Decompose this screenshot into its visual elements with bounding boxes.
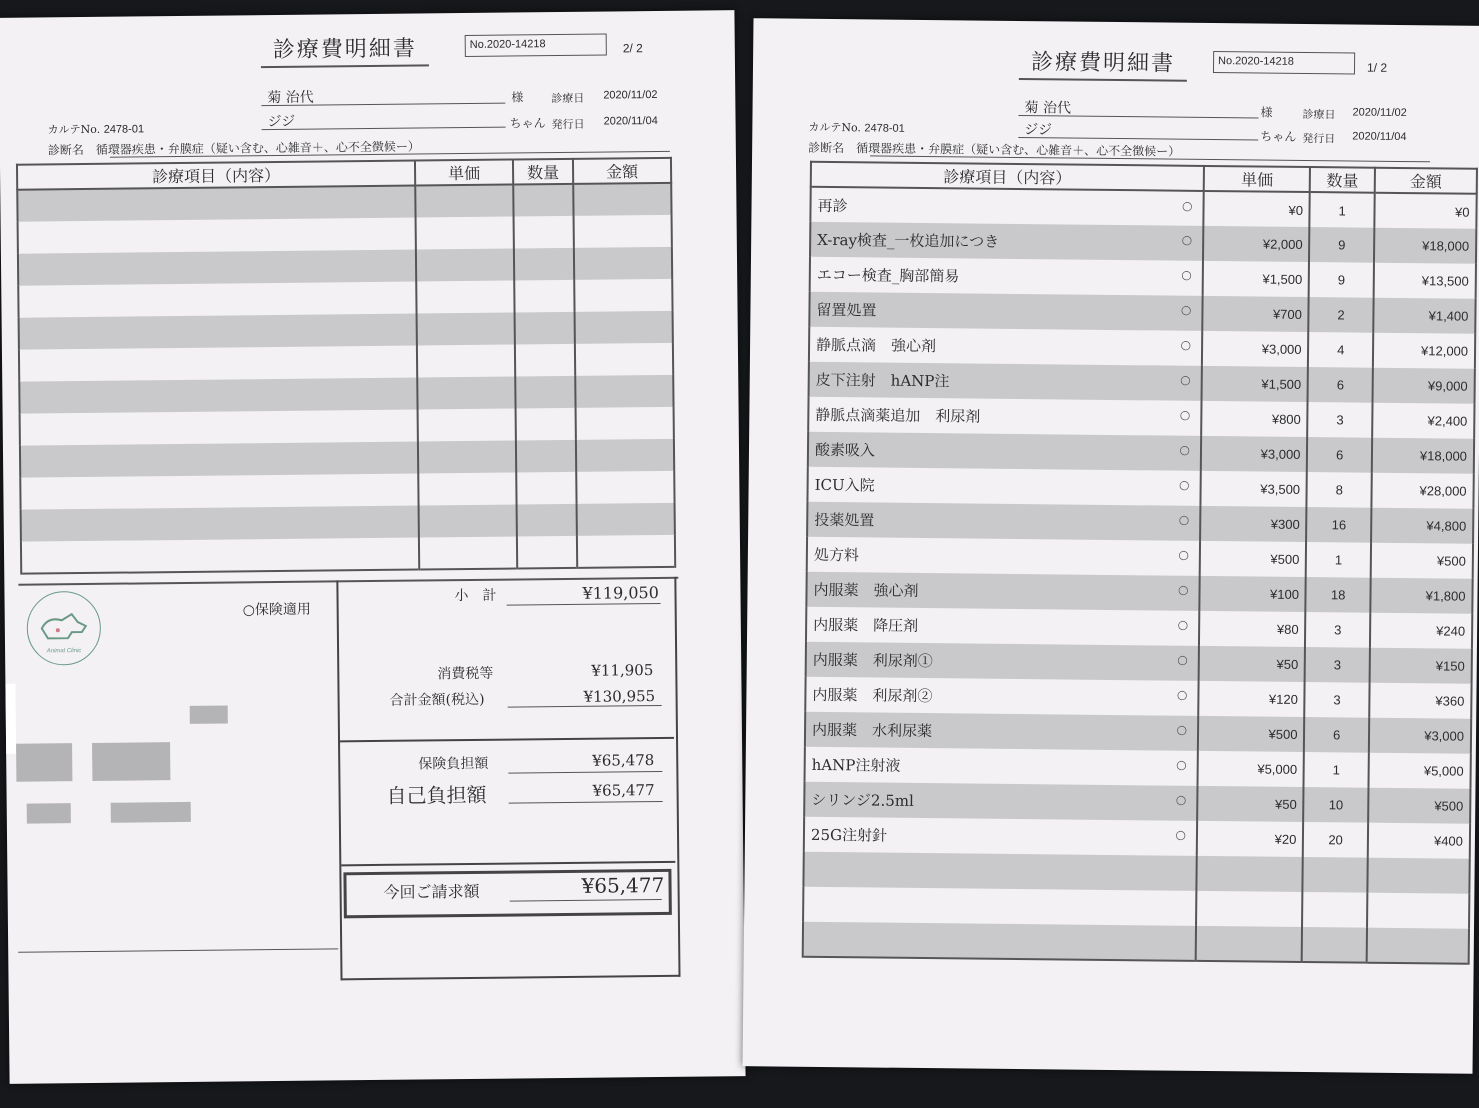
pet-name: ジジ bbox=[267, 113, 296, 131]
item-unit-price: ¥120 bbox=[1198, 681, 1305, 717]
item-name-text: 内服薬 利尿剤② bbox=[812, 685, 933, 706]
item-qty: 3 bbox=[1305, 647, 1370, 683]
col-amount: 金額 bbox=[1375, 168, 1477, 194]
item-amount: ¥18,000 bbox=[1372, 438, 1475, 474]
insurance-circle: ○ bbox=[1180, 372, 1191, 387]
item-amount: ¥1,800 bbox=[1370, 578, 1473, 614]
visit-date-label: 診療日 bbox=[1302, 107, 1336, 122]
item-amount: ¥12,000 bbox=[1373, 333, 1476, 369]
insurance-circle: ○ bbox=[1179, 407, 1191, 422]
col-amount: 金額 bbox=[573, 158, 671, 184]
document-title: 診療費明細書 bbox=[1019, 45, 1187, 82]
item-name-text: 再診 bbox=[817, 196, 848, 215]
insurance-circle: ○ bbox=[1180, 337, 1192, 352]
insurance-circle: ○ bbox=[1178, 547, 1189, 562]
owner-name: 菊 治代 bbox=[1024, 100, 1072, 117]
item-qty: 1 bbox=[1310, 192, 1375, 228]
items-table-empty bbox=[16, 157, 676, 575]
visit-date: 2020/11/02 bbox=[1352, 106, 1407, 120]
self-pay-value: ¥65,477 bbox=[592, 781, 655, 800]
issue-date-label: 発行日 bbox=[551, 117, 585, 132]
self-pay-label: 自己負担額 bbox=[386, 782, 487, 808]
insurance-circle: ○ bbox=[1176, 722, 1188, 737]
item-unit-price: ¥50 bbox=[1197, 786, 1304, 822]
redacted-block bbox=[190, 706, 228, 724]
items-table bbox=[802, 161, 1478, 965]
insurance-circle: ○ bbox=[1181, 198, 1193, 213]
item-amount: ¥13,500 bbox=[1373, 263, 1476, 299]
item-qty: 20 bbox=[1303, 822, 1368, 858]
insurance-label: 保険負担額 bbox=[418, 755, 489, 773]
invoice-page-2 bbox=[0, 10, 746, 1084]
redacted-block bbox=[111, 802, 191, 823]
item-name bbox=[810, 222, 1203, 261]
diagnosis-text: 循環器疾患・弁膜症（疑い含む、心雑音＋、心不全徴候ー） bbox=[856, 141, 1181, 159]
col-item: 診療項目（内容） bbox=[17, 161, 415, 190]
item-name-text: 内服薬 利尿剤① bbox=[812, 650, 933, 671]
item-name bbox=[807, 467, 1200, 506]
item-qty: 1 bbox=[1306, 542, 1371, 578]
chart-label: カルテNo. bbox=[47, 122, 101, 137]
item-name-text: ICU入院 bbox=[814, 475, 875, 495]
issue-date: 2020/11/04 bbox=[1352, 130, 1407, 144]
item-name bbox=[810, 187, 1203, 226]
item-name-text: 酸素吸入 bbox=[814, 440, 876, 460]
diagnosis-label: 診断名 bbox=[47, 142, 84, 158]
insurance-circle: ○ bbox=[1177, 617, 1189, 632]
item-name-text: 内服薬 水利尿薬 bbox=[811, 720, 933, 741]
subtotal-label: 小 計 bbox=[454, 587, 497, 605]
insurance-circle: ○ bbox=[1175, 792, 1187, 807]
item-unit-price: ¥50 bbox=[1199, 646, 1306, 682]
owner-name: 菊 治代 bbox=[267, 89, 314, 107]
subtotal-value: ¥119,050 bbox=[582, 582, 659, 603]
owner-suffix: 様 bbox=[511, 90, 524, 105]
issue-date-label: 発行日 bbox=[1302, 131, 1336, 146]
visit-date-label: 診療日 bbox=[551, 91, 585, 106]
item-qty: 1 bbox=[1304, 752, 1369, 788]
item-name bbox=[805, 747, 1198, 786]
item-name bbox=[807, 502, 1200, 541]
item-name bbox=[809, 362, 1202, 401]
item-qty: 4 bbox=[1308, 332, 1373, 368]
total-value: ¥130,955 bbox=[583, 687, 656, 706]
invoice-page-1 bbox=[743, 18, 1479, 1074]
tax-value: ¥11,905 bbox=[591, 661, 654, 680]
item-name bbox=[804, 817, 1197, 856]
document-title: 診療費明細書 bbox=[261, 31, 429, 68]
item-name bbox=[809, 327, 1202, 366]
item-qty: 9 bbox=[1309, 227, 1374, 263]
pet-underline bbox=[1018, 137, 1258, 141]
insurance-circle: ○ bbox=[1179, 442, 1191, 457]
item-unit-price: ¥5,000 bbox=[1197, 751, 1304, 787]
clinic-logo-text: Animal Clinic bbox=[46, 648, 82, 655]
insurance-circle: ○ bbox=[1176, 687, 1188, 702]
item-name-text: シリンジ2.5ml bbox=[811, 790, 914, 810]
insurance-circle: ○ bbox=[1175, 827, 1186, 842]
item-qty: 8 bbox=[1307, 472, 1372, 508]
item-amount: ¥5,000 bbox=[1368, 753, 1471, 789]
item-name-text: X-ray検査_一枚追加につき bbox=[817, 230, 1000, 251]
diagnosis-label: 診断名 bbox=[808, 140, 845, 156]
pet-name: ジジ bbox=[1024, 122, 1053, 139]
item-name bbox=[806, 572, 1199, 611]
item-name bbox=[805, 677, 1198, 716]
item-name-text: hANP注射液 bbox=[811, 755, 901, 775]
item-unit-price: ¥3,000 bbox=[1202, 331, 1309, 367]
item-qty: 18 bbox=[1306, 577, 1371, 613]
item-qty: 3 bbox=[1305, 612, 1370, 648]
col-unit-price: 単価 bbox=[415, 160, 513, 186]
item-unit-price: ¥700 bbox=[1202, 296, 1309, 332]
item-qty: 3 bbox=[1308, 402, 1373, 438]
item-name bbox=[810, 257, 1203, 296]
insurance-circle: ○ bbox=[1179, 477, 1190, 492]
item-amount: ¥500 bbox=[1371, 543, 1474, 579]
item-unit-price: ¥80 bbox=[1199, 611, 1306, 647]
page-number: 2/ 2 bbox=[622, 41, 643, 56]
redacted-block bbox=[16, 743, 72, 782]
item-qty: 6 bbox=[1307, 437, 1372, 473]
item-name-text: 静脈点滴薬追加 利尿剤 bbox=[815, 405, 981, 426]
insurance-circle: ○ bbox=[1177, 652, 1188, 667]
chart-number: 2478-01 bbox=[864, 122, 905, 135]
item-amount: ¥0 bbox=[1374, 193, 1477, 229]
item-name-text: 内服薬 強心剤 bbox=[813, 580, 919, 600]
redacted-block bbox=[27, 803, 71, 823]
page-number: 1/ 2 bbox=[1366, 60, 1388, 75]
item-unit-price: ¥2,000 bbox=[1203, 226, 1310, 262]
item-unit-price: ¥800 bbox=[1201, 401, 1308, 437]
item-unit-price: ¥1,500 bbox=[1201, 366, 1308, 402]
insurance-mark: ○保険適用 bbox=[242, 601, 311, 619]
item-name-text: 25G注射針 bbox=[810, 825, 888, 845]
item-qty: 3 bbox=[1305, 682, 1370, 718]
item-unit-price: ¥300 bbox=[1200, 506, 1307, 542]
item-unit-price: ¥3,000 bbox=[1201, 436, 1308, 472]
item-qty: 6 bbox=[1308, 367, 1373, 403]
visit-date: 2020/11/02 bbox=[603, 88, 658, 102]
insurance-circle: ○ bbox=[1180, 302, 1192, 317]
item-name bbox=[809, 292, 1202, 331]
item-name-text: 静脈点滴 強心剤 bbox=[815, 335, 937, 356]
empty-row bbox=[21, 535, 675, 574]
clinic-logo bbox=[26, 591, 101, 666]
pet-suffix: ちゃん bbox=[1260, 129, 1297, 144]
insurance-circle: ○ bbox=[1181, 232, 1193, 247]
signature-line bbox=[18, 948, 338, 952]
document-number: No.2020-14218 bbox=[465, 34, 607, 57]
item-amount: ¥1,400 bbox=[1373, 298, 1476, 334]
item-name bbox=[808, 397, 1201, 436]
empty-row bbox=[803, 922, 1469, 964]
owner-suffix: 様 bbox=[1260, 105, 1273, 120]
redacted-block bbox=[5, 684, 16, 754]
insurance-circle: ○ bbox=[1181, 267, 1192, 282]
item-name-text: 処方料 bbox=[813, 545, 859, 565]
col-unit-price: 単価 bbox=[1204, 166, 1311, 192]
billed-label: 今回ご請求額 bbox=[383, 881, 480, 902]
tax-label: 消費税等 bbox=[437, 665, 494, 683]
item-unit-price: ¥1,500 bbox=[1203, 261, 1310, 297]
item-unit-price: ¥500 bbox=[1200, 541, 1307, 577]
redacted-block bbox=[92, 742, 170, 781]
chart-number: 2478-01 bbox=[103, 123, 145, 136]
item-name bbox=[807, 537, 1200, 576]
item-amount: ¥400 bbox=[1368, 823, 1471, 859]
item-amount: ¥2,400 bbox=[1372, 403, 1475, 439]
item-qty: 6 bbox=[1304, 717, 1369, 753]
item-qty: 16 bbox=[1307, 507, 1372, 543]
item-unit-price: ¥20 bbox=[1197, 821, 1304, 857]
total-label: 合計金額(税込) bbox=[389, 691, 485, 709]
item-amount: ¥18,000 bbox=[1374, 228, 1477, 264]
item-amount: ¥360 bbox=[1369, 683, 1472, 719]
item-name-text: 投薬処置 bbox=[814, 510, 875, 530]
diagnosis-text: 循環器疾患・弁膜症（疑い含む、心雑音＋、心不全徴候ー） bbox=[95, 139, 420, 157]
item-amount: ¥150 bbox=[1369, 648, 1472, 684]
pet-suffix: ちゃん bbox=[509, 116, 546, 131]
item-amount: ¥240 bbox=[1370, 613, 1473, 649]
billed-value: ¥65,477 bbox=[581, 872, 665, 898]
summary-box bbox=[336, 577, 680, 981]
insurance-circle: ○ bbox=[1176, 757, 1187, 772]
insurance-circle: ○ bbox=[1177, 582, 1189, 597]
item-name-text: 留置処置 bbox=[816, 300, 877, 320]
item-name bbox=[806, 642, 1199, 681]
insurance-circle: ○ bbox=[1178, 512, 1190, 527]
chart-label: カルテNo. bbox=[808, 120, 861, 135]
item-amount: ¥9,000 bbox=[1372, 368, 1475, 404]
item-name-text: 皮下注射 hANP注 bbox=[815, 370, 950, 391]
document-number: No.2020-14218 bbox=[1213, 51, 1355, 74]
item-unit-price: ¥3,500 bbox=[1200, 471, 1307, 507]
item-name-text: エコー検査_胸部簡易 bbox=[816, 265, 960, 286]
item-unit-price: ¥500 bbox=[1198, 716, 1305, 752]
pet-underline bbox=[262, 127, 506, 131]
item-amount: ¥3,000 bbox=[1369, 718, 1472, 754]
item-unit-price: ¥0 bbox=[1203, 191, 1310, 227]
item-amount: ¥4,800 bbox=[1371, 508, 1474, 544]
item-qty: 9 bbox=[1309, 262, 1374, 298]
col-qty: 数量 bbox=[513, 159, 573, 185]
col-qty: 数量 bbox=[1310, 167, 1375, 193]
item-name bbox=[806, 607, 1199, 646]
item-name bbox=[808, 432, 1201, 471]
item-qty: 10 bbox=[1304, 787, 1369, 823]
item-name bbox=[805, 712, 1198, 751]
issue-date: 2020/11/04 bbox=[603, 114, 658, 128]
insurance-value: ¥65,478 bbox=[592, 751, 655, 770]
col-item: 診療項目（内容） bbox=[811, 162, 1204, 191]
item-qty: 2 bbox=[1309, 297, 1374, 333]
item-amount: ¥28,000 bbox=[1371, 473, 1474, 509]
item-amount: ¥500 bbox=[1368, 788, 1471, 824]
item-unit-price: ¥100 bbox=[1199, 576, 1306, 612]
item-name-text: 内服薬 降圧剤 bbox=[813, 615, 919, 635]
item-name bbox=[804, 782, 1197, 821]
